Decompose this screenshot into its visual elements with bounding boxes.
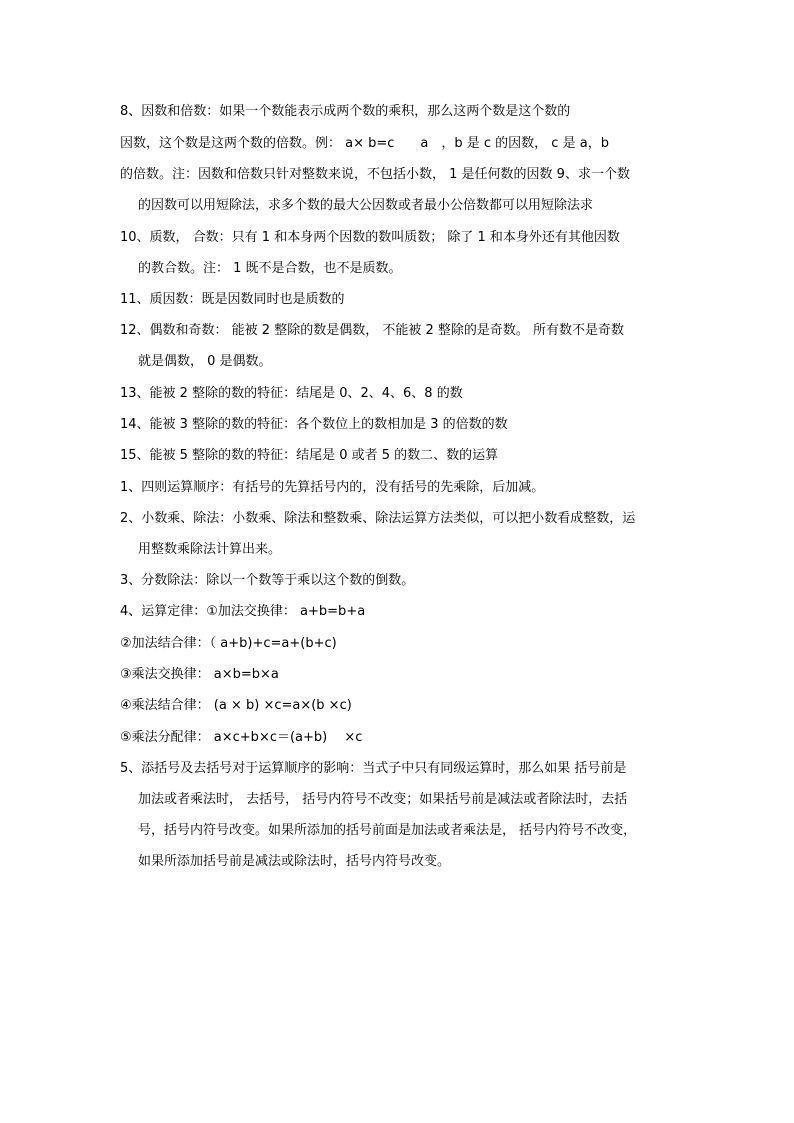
text-line: 就是偶数， 0 是偶数。: [138, 354, 272, 369]
text-line: ⑤乘法分配律： a×c+b×c＝(a+b) ×c: [120, 730, 363, 745]
text-line: 4、运算定律：①加法交换律： a+b=b+a: [120, 604, 366, 619]
text-line: 2、小数乘、除法：小数乘、除法和整数乘、除法运算方法类似，可以把小数看成整数，运: [120, 511, 636, 526]
text-line: ④乘法结合律： (a × b) ×c=a×(b ×c): [120, 698, 352, 713]
text-line: 加法或者乘法时， 去括号， 括号内符号不改变；如果括号前是减法或者除法时，去括: [138, 792, 628, 807]
text-line: 15、能被 5 整除的数的特征：结尾是 0 或者 5 的数二、数的运算: [120, 448, 499, 463]
text-line: 10、质数， 合数：只有 1 和本身两个因数的数叫质数； 除了 1 和本身外还有其他因数: [120, 230, 620, 245]
text-line: ③乘法交换律： a×b=b×a: [120, 667, 279, 682]
text-line: 如果所添加括号前是减法或除法时，括号内符号改变。: [138, 854, 451, 869]
text-line: 11、质因数：既是因数同时也是质数的: [120, 292, 345, 307]
text-line: 的教合数。注： 1 既不是合数，也不是质数。: [138, 261, 402, 276]
text-line: 5、添括号及去括号对于运算顺序的影响：当式子中只有同级运算时，那么如果 括号前是: [120, 761, 627, 776]
text-line: 号，括号内符号改变。如果所添加的括号前面是加法或者乘法是， 括号内符号不改变，: [138, 823, 637, 838]
text-line: 用整数乘除法计算出来。: [138, 542, 282, 557]
text-line: 的因数可以用短除法，求多个数的最大公因数或者最小公倍数都可以用短除法求: [138, 198, 594, 213]
text-line: 1、四则运算顺序：有括号的先算括号内的，没有括号的先乘除，后加减。: [120, 480, 545, 495]
text-line: 13、能被 2 整除的数的特征：结尾是 0、2、4、6、8 的数: [120, 386, 463, 401]
text-line: 的倍数。注：因数和倍数只针对整数来说，不包括小数， 1 是任何数的因数 9、求一个数: [120, 167, 630, 182]
text-line: 8、因数和倍数：如果一个数能表示成两个数的乘积，那么这两个数是这个数的: [120, 104, 571, 119]
text-line: 因数，这个数是这两个数的倍数。例： a× b=c a ，b 是 c 的因数， c 是 a，b: [120, 136, 609, 151]
text-line: ②加法结合律：（ a+b)+c=a+(b+c): [120, 636, 337, 651]
text-line: 14、能被 3 整除的数的特征：各个数位上的数相加是 3 的倍数的数: [120, 417, 508, 432]
text-line: 12、偶数和奇数： 能被 2 整除的数是偶数， 不能被 2 整除的是奇数。 所有数不是奇数: [120, 323, 625, 338]
text-line: 3、分数除法：除以一个数等于乘以这个数的倒数。: [120, 573, 415, 588]
